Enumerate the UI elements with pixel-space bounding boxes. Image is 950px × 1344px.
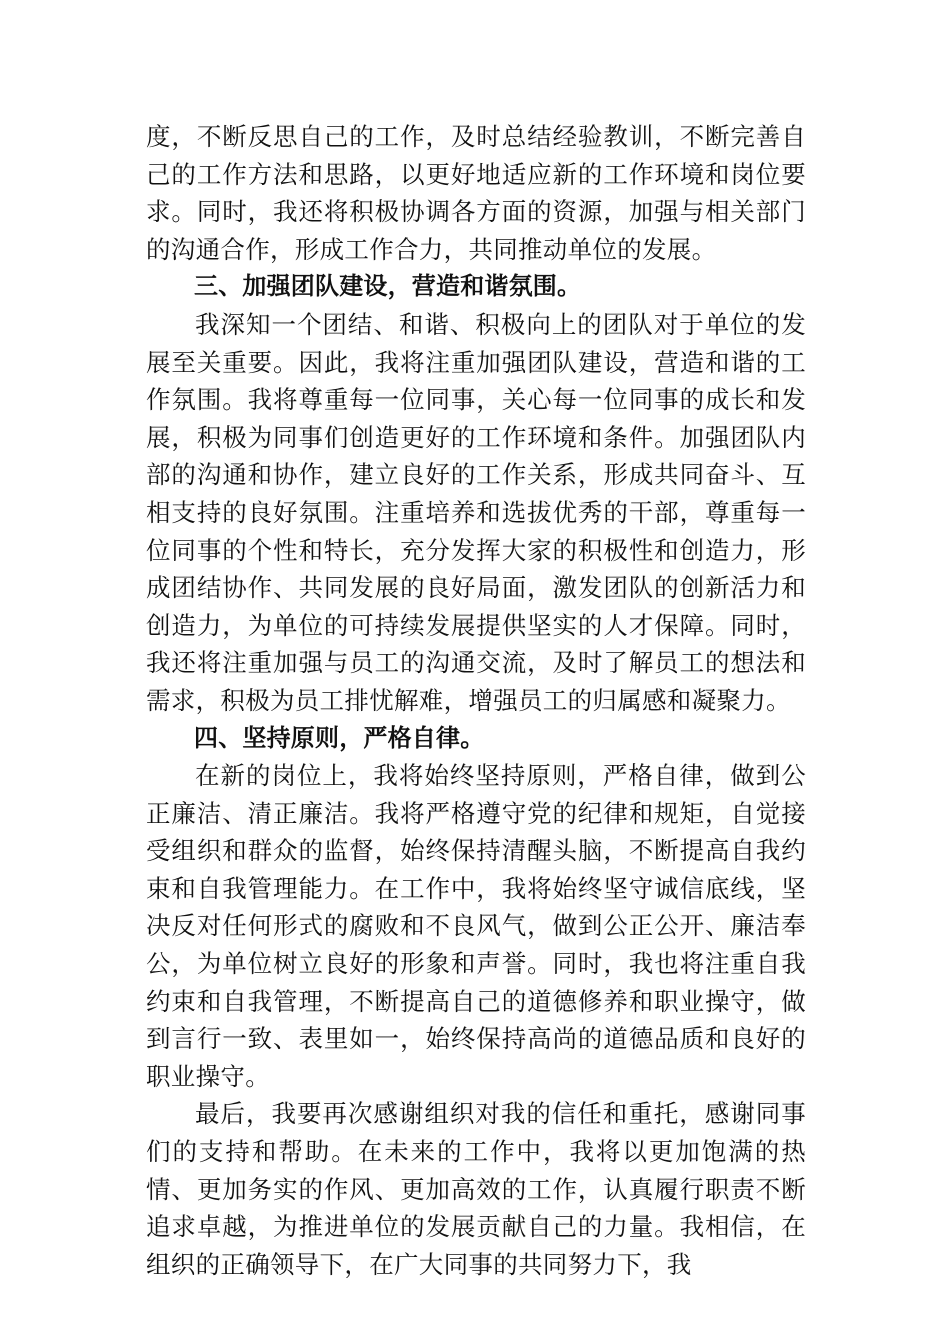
paragraph-team-building: 我深知一个团结、和谐、积极向上的团队对于单位的发展至关重要。因此，我将注重加强团队建设，营造和谐的工作氛围。我将尊重每一位同事，关心每一位同事的成长和发展，积极为同事们创造更好的工作环境和条件。加强团队内部的沟通和协作，建立良好的工作关系，形成共同奋斗、互相支持的良好氛围。注重培养和选拔优秀的干部，尊重每一位同事的个性和特长，充分发挥大家的积极性和创造力，形成团结协作、共同发展的良好局面，激发团队的创新活力和创造力，为单位的可持续发展提供坚实的人才保障。同时，我还将注重加强与员工的沟通交流，及时了解员工的想法和需求，积极为员工排忧解难，增强员工的归属感和凝聚力。 <box>146 309 806 715</box>
section-heading-three: 三、加强团队建设，营造和谐氛围。 <box>194 272 582 301</box>
section-heading-four: 四、坚持原则，严格自律。 <box>194 723 485 752</box>
paragraph-closing: 最后，我要再次感谢组织对我的信任和重托，感谢同事们的支持和帮助。在未来的工作中，我将以更加饱满的热情、更加务实的作风、更加高效的工作，认真履行职责不断追求卓越，为推进单位的发展贡献自己的力量。我相信，在组织的正确领导下，在广大同事的共同努力下，我 <box>146 1099 806 1279</box>
paragraph-continued: 度，不断反思自己的工作，及时总结经验教训，不断完善自己的工作方法和思路，以更好地适应新的工作环境和岗位要求。同时，我还将积极协调各方面的资源，加强与相关部门的沟通合作，形成工作合力，共同推动单位的发展。 <box>146 122 806 264</box>
paragraph-self-discipline: 在新的岗位上，我将始终坚持原则，严格自律，做到公正廉洁、清正廉洁。我将严格遵守党的纪律和规矩，自觉接受组织和群众的监督，始终保持清醒头脑，不断提高自我约束和自我管理能力。在工作中，我将始终坚守诚信底线，坚决反对任何形式的腐败和不良风气，做到公正公开、廉洁奉公，为单位树立良好的形象和声誉。同时，我也将注重自我约束和自我管理，不断提高自己的道德修养和职业操守，做到言行一致、表里如一，始终保持高尚的道德品质和良好的职业操守。 <box>146 761 806 1091</box>
document-body <box>146 118 806 1283</box>
